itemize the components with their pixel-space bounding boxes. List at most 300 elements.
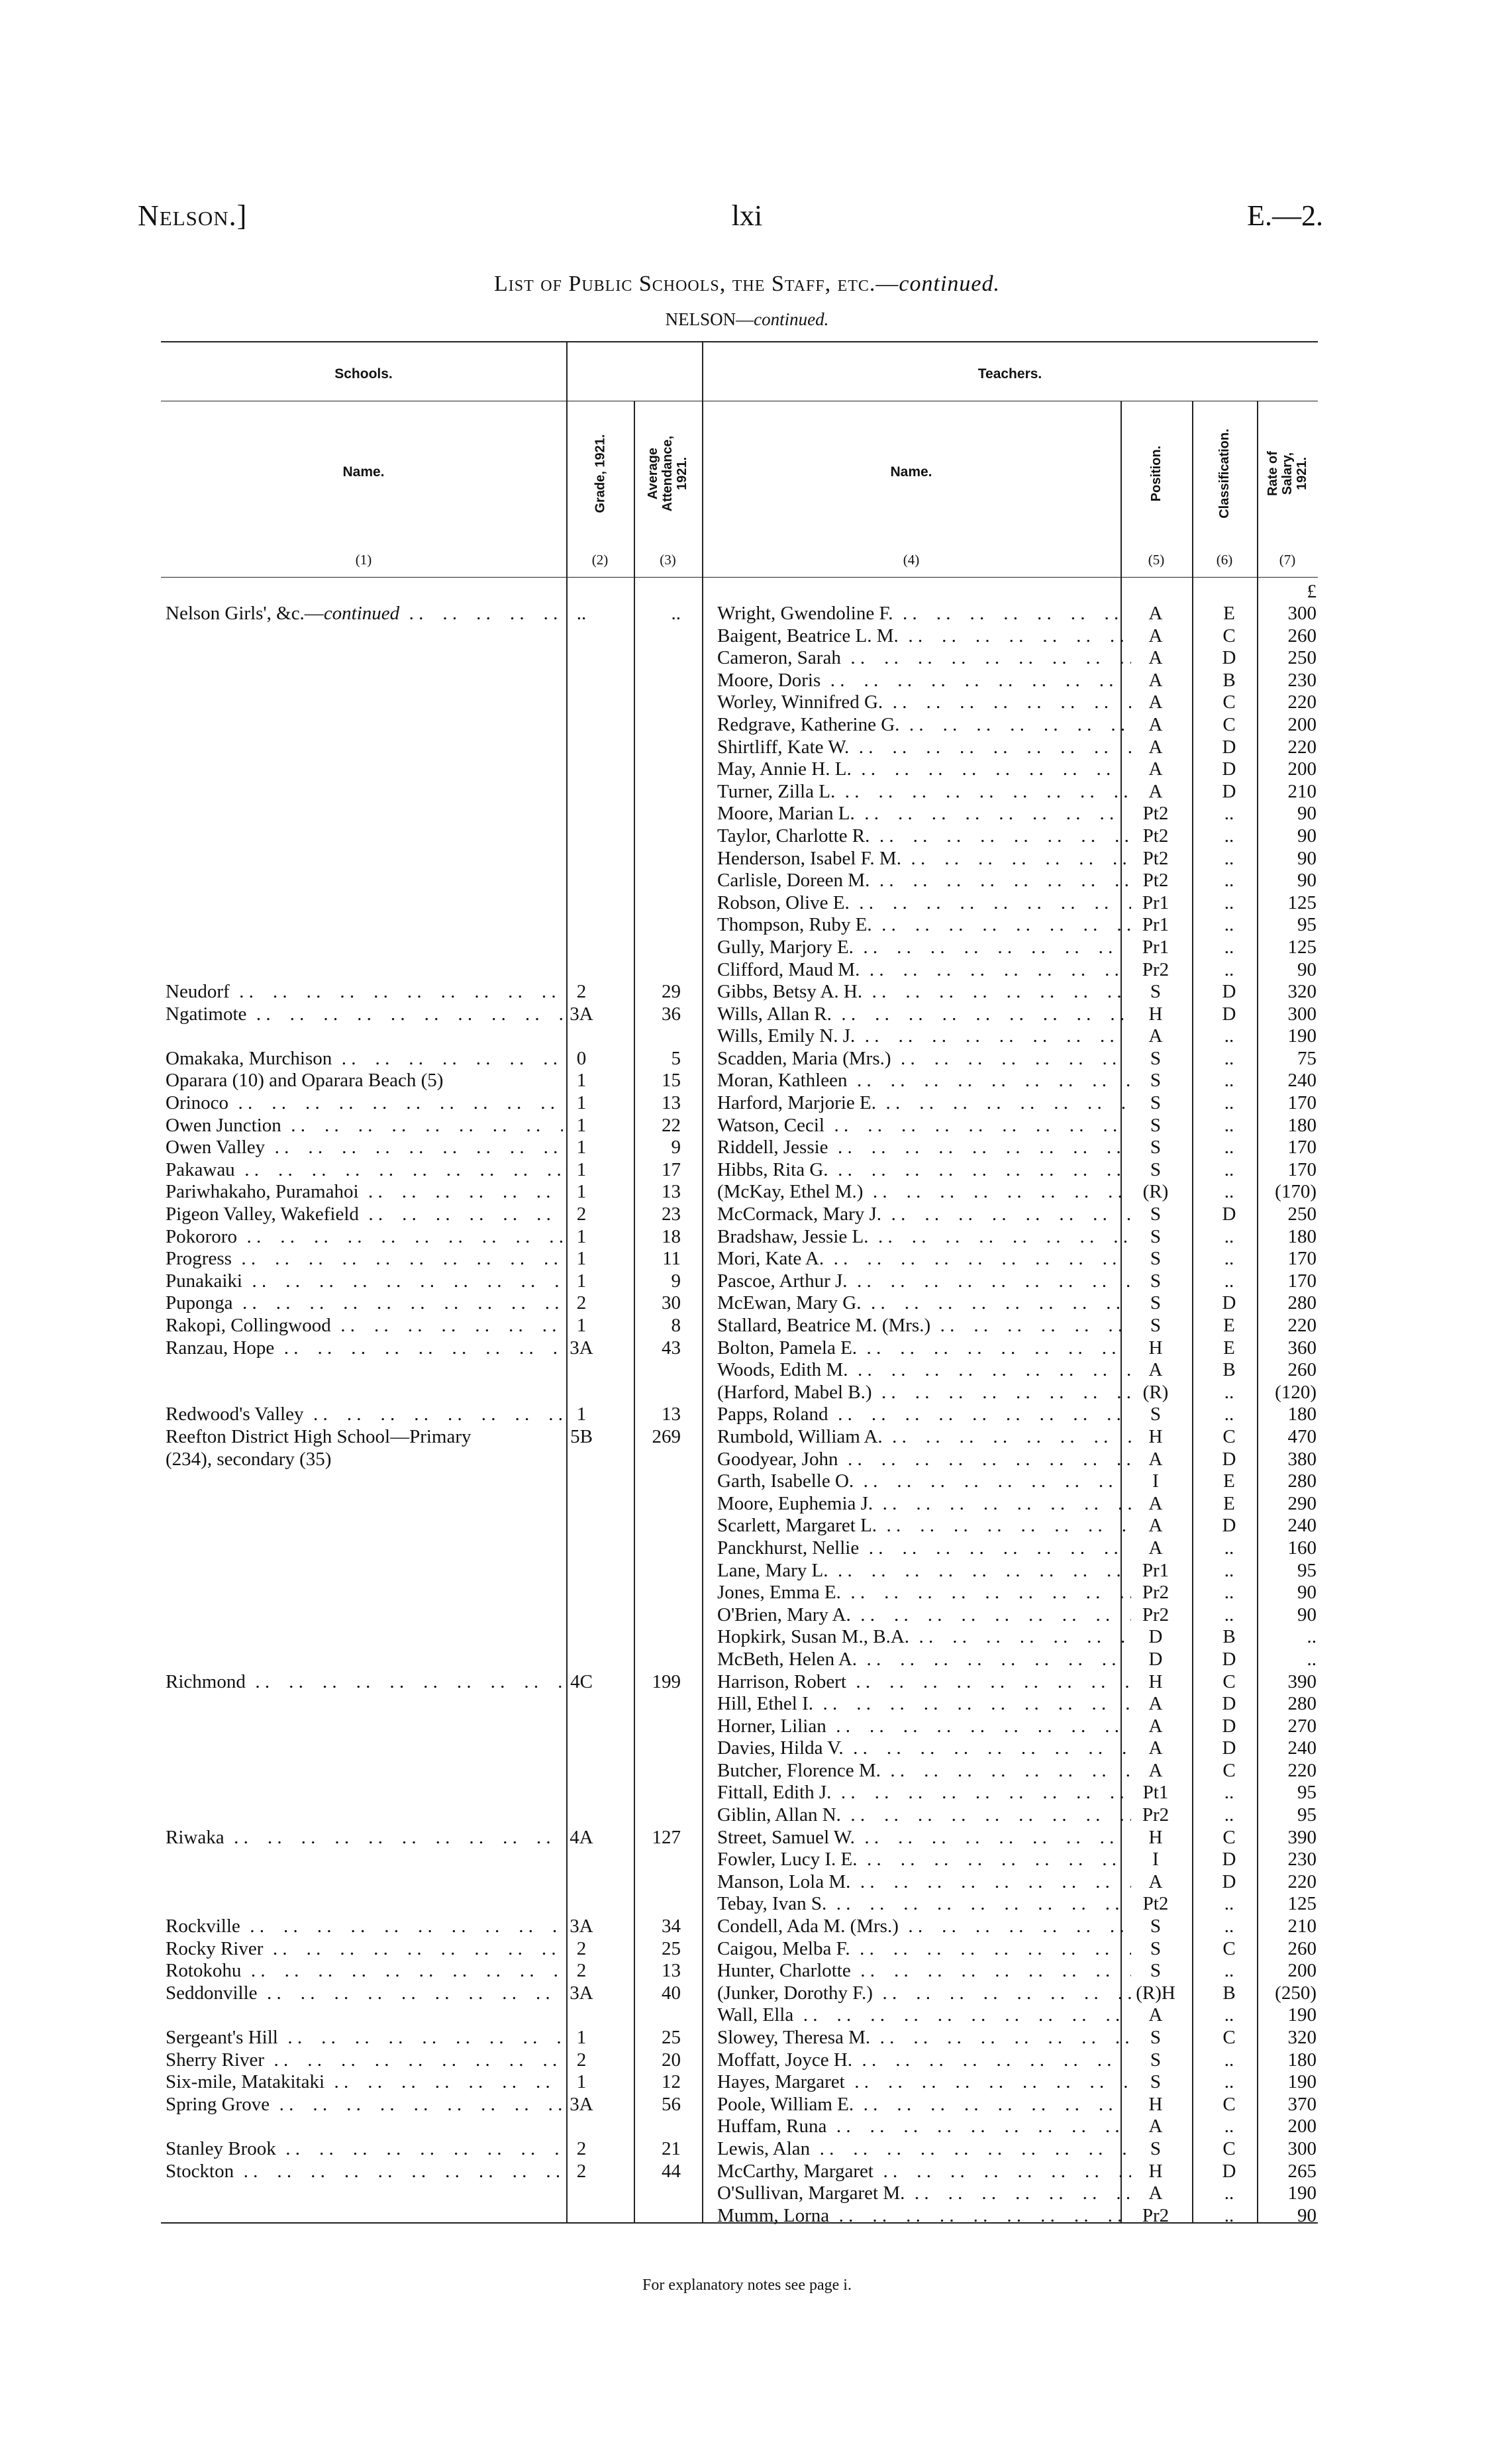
table-row [161, 1025, 1318, 1048]
grade-cell: 4A [570, 1826, 593, 1848]
salary-cell: (250) [1275, 1982, 1317, 2004]
attendance-cell: 30 [662, 1292, 681, 1314]
table-row [161, 2027, 1318, 2049]
classification-cell: D [1222, 1448, 1236, 1470]
table-row [161, 1626, 1318, 1649]
attendance-cell: 13 [662, 1960, 681, 1982]
table-row [161, 1404, 1318, 1426]
classification-cell: .. [1224, 1070, 1234, 1092]
school-name-cell: Omakaka, Murchison . . [166, 1048, 563, 1070]
col-header-classification [1192, 404, 1257, 543]
grade-cell: 1 [576, 1315, 587, 1336]
teacher-name-cell: Robson, Olive E. . . [717, 892, 1131, 915]
table-row [161, 737, 1318, 759]
classification-cell: .. [1224, 1181, 1234, 1203]
teacher-name-cell: Gully, Marjory E. . . [717, 937, 1131, 959]
teacher-name-cell: Mumm, Lorna . . [717, 2205, 1131, 2228]
teacher-name-cell: McCormack, Mary J. . . [717, 1204, 1131, 1226]
teacher-name-cell: Hopkirk, Susan M., B.A. . . [717, 1626, 1131, 1649]
position-cell: S [1150, 1092, 1162, 1114]
school-name-cell: Pakawau . . [166, 1159, 563, 1182]
position-cell: S [1150, 1292, 1162, 1314]
table-row [161, 1537, 1318, 1560]
classification-cell: .. [1224, 1381, 1234, 1403]
teacher-name-cell: Moore, Doris . . [717, 670, 1131, 692]
position-cell: Pr2 [1142, 958, 1170, 980]
position-cell: S [1150, 2049, 1162, 2071]
position-cell: A [1148, 669, 1163, 691]
title-main: List of Public Schools, the Staff, etc.— [493, 272, 899, 296]
attendance-cell: 9 [671, 1137, 681, 1158]
position-cell: A [1148, 1448, 1163, 1470]
table-row [161, 1115, 1318, 1137]
school-name-cell: Sherry River . . [166, 2049, 563, 2072]
classification-cell: .. [1224, 2049, 1234, 2071]
classification-cell: .. [1224, 2204, 1234, 2226]
attendance-cell: 34 [662, 1916, 681, 1937]
classification-cell: C [1222, 1670, 1236, 1692]
salary-cell: 380 [1287, 1448, 1317, 1470]
salary-cell: (170) [1275, 1181, 1317, 1203]
salary-cell: 220 [1287, 1759, 1317, 1781]
salary-cell: 220 [1287, 736, 1317, 758]
table-row [161, 1827, 1318, 1849]
table-row [161, 1204, 1318, 1226]
teacher-name-cell: Hibbs, Rita G. . . [717, 1159, 1131, 1182]
salary-cell: 90 [1297, 1604, 1317, 1625]
position-cell: S [1150, 1916, 1162, 1937]
table-row [161, 2161, 1318, 2183]
col-header-classification-text: Classification. [1217, 429, 1232, 519]
teacher-name-cell: Thompson, Ruby E. . . [717, 914, 1131, 937]
teacher-name-cell: Giblin, Allan N. . . [717, 1804, 1131, 1827]
col-number-4: (4) [903, 552, 920, 568]
salary-cell: 280 [1287, 1693, 1317, 1715]
table-row [161, 1292, 1318, 1315]
table-row [161, 1693, 1318, 1716]
table-row [161, 1070, 1318, 1092]
teacher-name-cell: Bolton, Pamela E. . . [717, 1337, 1131, 1360]
col-number-2: (2) [591, 552, 609, 568]
teacher-name-cell: Shirtliff, Kate W. . . [717, 737, 1131, 759]
table-row [161, 647, 1318, 670]
table-row [161, 870, 1318, 892]
teacher-name-cell: McCarthy, Margaret . . [717, 2161, 1131, 2183]
position-cell: S [1150, 1158, 1162, 1180]
classification-cell: B [1222, 1359, 1236, 1381]
teacher-name-cell: Butcher, Florence M. . . [717, 1760, 1131, 1782]
salary-cell: 90 [1297, 2204, 1317, 2226]
classification-cell: .. [1224, 1559, 1234, 1581]
teacher-name-cell: (Junker, Dorothy F.) . . [717, 1982, 1131, 2005]
table-row [161, 1359, 1318, 1382]
salary-cell: 220 [1287, 692, 1317, 713]
col-header-grade [566, 404, 634, 543]
school-name-cell: Owen Valley . . [166, 1137, 563, 1159]
col-header-school-name: Name. [342, 464, 385, 480]
salary-cell: 300 [1287, 2137, 1317, 2159]
salary-cell: 170 [1287, 1270, 1317, 1292]
teacher-name-cell: Moore, Marian L. . . [717, 803, 1131, 825]
teacher-name-cell: Hunter, Charlotte . . [717, 1960, 1131, 1982]
classification-cell: .. [1224, 1404, 1234, 1425]
attendance-cell: 13 [662, 1092, 681, 1114]
classification-cell: E [1223, 1315, 1235, 1336]
salary-cell: 200 [1287, 758, 1317, 780]
salary-cell: 75 [1297, 1047, 1317, 1069]
salary-cell: 280 [1287, 1292, 1317, 1314]
salary-cell: 270 [1287, 1715, 1317, 1737]
school-name-cell: Punakaiki . . [166, 1270, 563, 1293]
position-cell: A [1148, 758, 1163, 780]
salary-cell: 95 [1297, 1804, 1317, 1826]
classification-cell: D [1222, 1871, 1236, 1892]
position-cell: Pt1 [1142, 1782, 1169, 1804]
salary-cell: 280 [1287, 1470, 1317, 1492]
grade-cell: 1 [576, 1270, 587, 1292]
attendance-cell: .. [671, 603, 681, 624]
classification-cell: D [1222, 758, 1236, 780]
teacher-name-cell: McEwan, Mary G. . . [717, 1292, 1131, 1315]
col-header-salary-text: Rate of Salary, 1921. [1266, 451, 1309, 496]
classification-cell: .. [1224, 1537, 1234, 1559]
grade-cell: 2 [576, 2160, 587, 2182]
teacher-name-cell: McBeth, Helen A. . . [717, 1649, 1131, 1671]
school-name-cell: Orinoco . . [166, 1092, 563, 1115]
table-row [161, 1582, 1318, 1604]
classification-cell: .. [1224, 825, 1234, 847]
salary-cell: 170 [1287, 1137, 1317, 1158]
grade-cell: 2 [576, 1204, 587, 1225]
teacher-name-cell: Moffatt, Joyce H. . . [717, 2049, 1131, 2072]
classification-cell: .. [1224, 1114, 1234, 1136]
currency-symbol: £ [1307, 581, 1317, 602]
classification-cell: C [1222, 1425, 1236, 1447]
table-row [161, 1982, 1318, 2005]
position-cell: S [1150, 1937, 1162, 1959]
teacher-name-cell: Scarlett, Margaret L. . . [717, 1515, 1131, 1537]
classification-cell: C [1222, 1937, 1236, 1959]
table-row [161, 2071, 1318, 2094]
classification-cell: .. [1224, 2182, 1234, 2204]
table-row [161, 1804, 1318, 1827]
salary-cell: 370 [1287, 2093, 1317, 2115]
salary-cell: 240 [1287, 1515, 1317, 1537]
attendance-cell: 9 [671, 1270, 681, 1292]
position-cell: S [1150, 1047, 1162, 1069]
table-row [161, 2094, 1318, 2116]
position-cell: Pr1 [1142, 914, 1170, 936]
position-cell: H [1148, 2160, 1163, 2182]
table-row [161, 1248, 1318, 1270]
school-name-cell: Pigeon Valley, Wakefield . . [166, 1204, 563, 1226]
grade-cell: 2 [576, 1937, 587, 1959]
classification-cell: .. [1224, 1960, 1234, 1982]
position-cell: A [1148, 713, 1163, 735]
classification-cell: B [1222, 1982, 1236, 2004]
classification-cell: .. [1224, 1248, 1234, 1270]
salary-cell: 95 [1297, 1782, 1317, 1804]
running-head-left: Nelson.] [138, 199, 248, 232]
classification-cell: .. [1224, 1137, 1234, 1158]
position-cell: A [1148, 1759, 1163, 1781]
table-row [161, 1226, 1318, 1249]
school-name-cell: Rocky River . . [166, 1938, 563, 1961]
teacher-name-cell: Horner, Lilian . . [717, 1716, 1131, 1738]
salary-cell: 290 [1287, 1492, 1317, 1514]
col-header-teacher-name: Name. [890, 464, 932, 480]
running-head-right: E.—2. [1247, 199, 1323, 232]
teacher-name-cell: Bradshaw, Jessie L. . . [717, 1226, 1131, 1249]
teacher-name-cell: Watson, Cecil . . [717, 1115, 1131, 1137]
salary-cell: 190 [1287, 2071, 1317, 2093]
teacher-name-cell: Tebay, Ivan S. . . [717, 1893, 1131, 1916]
teacher-name-cell: May, Annie H. L. . . [717, 758, 1131, 781]
title-continued: continued. [899, 272, 1000, 296]
position-cell: A [1148, 647, 1163, 669]
attendance-cell: 29 [662, 981, 681, 1003]
teacher-name-cell: Carlisle, Doreen M. . . [717, 870, 1131, 892]
attendance-cell: 44 [662, 2160, 681, 2182]
school-name-cell: (234), secondary (35) [166, 1448, 332, 1470]
attendance-cell: 22 [662, 1114, 681, 1136]
teacher-name-cell: Mori, Kate A. . . [717, 1248, 1131, 1270]
salary-cell: 125 [1287, 892, 1317, 913]
teacher-name-cell: Wall, Ella . . [717, 2004, 1131, 2027]
classification-cell: .. [1224, 2071, 1234, 2093]
position-cell: S [1150, 1248, 1162, 1270]
teacher-name-cell: Wright, Gwendoline F. . . [717, 603, 1131, 625]
classification-cell: C [1222, 713, 1236, 735]
grade-cell: 2 [576, 2137, 587, 2159]
salary-cell: 190 [1287, 1025, 1317, 1047]
position-cell: A [1148, 1359, 1163, 1381]
table-body [161, 603, 1318, 2227]
grade-cell: 1 [576, 1114, 587, 1136]
salary-cell: 90 [1297, 1582, 1317, 1604]
grade-cell: 3A [570, 2093, 593, 2115]
position-cell: D [1148, 1626, 1163, 1648]
attendance-cell: 15 [662, 1070, 681, 1092]
salary-cell: 180 [1287, 2049, 1317, 2071]
table-row [161, 603, 1318, 625]
table-top-rule [161, 341, 1318, 342]
salary-cell: 210 [1287, 1916, 1317, 1937]
table-row [161, 625, 1318, 648]
teacher-name-cell: Stallard, Beatrice M. (Mrs.) . . [717, 1315, 1131, 1337]
grade-cell: 1 [576, 1181, 587, 1203]
grade-cell: 1 [576, 2071, 587, 2093]
position-cell: A [1148, 736, 1163, 758]
position-cell: A [1148, 625, 1163, 646]
table-row [161, 1337, 1318, 1360]
position-cell: S [1150, 1137, 1162, 1158]
teacher-name-cell: Worley, Winnifred G. . . [717, 692, 1131, 714]
school-name-cell: Oparara (10) and Oparara Beach (5) [166, 1070, 444, 1092]
grade-cell: 5B [570, 1425, 593, 1447]
teacher-name-cell: Poole, William E. . . [717, 2094, 1131, 2116]
table-row [161, 1270, 1318, 1293]
table-row [161, 670, 1318, 692]
attendance-cell: 18 [662, 1225, 681, 1247]
col-number-3: (3) [660, 552, 676, 568]
classification-cell: C [1222, 1826, 1236, 1848]
attendance-cell: 11 [662, 1248, 681, 1270]
classification-cell: D [1222, 1715, 1236, 1737]
table-row [161, 1916, 1318, 1938]
teacher-name-cell: Woods, Edith M. . . [717, 1359, 1131, 1382]
classification-cell: .. [1224, 1604, 1234, 1625]
table-row [161, 1760, 1318, 1782]
table-row [161, 1649, 1318, 1671]
table-row [161, 2004, 1318, 2027]
table-row [161, 937, 1318, 959]
school-name-cell: Ranzau, Hope . . [166, 1337, 563, 1360]
table-row [161, 2049, 1318, 2072]
position-cell: A [1148, 1515, 1163, 1537]
position-cell: A [1148, 1693, 1163, 1715]
classification-cell: C [1222, 2093, 1236, 2115]
position-cell: H [1148, 2093, 1163, 2115]
classification-cell: .. [1224, 1025, 1234, 1047]
salary-cell: 90 [1297, 803, 1317, 825]
table-row [161, 1604, 1318, 1627]
teacher-name-cell: Street, Samuel W. . . [717, 1827, 1131, 1849]
table-row [161, 2138, 1318, 2161]
classification-cell: .. [1224, 1158, 1234, 1180]
teacher-name-cell: Taylor, Charlotte R. . . [717, 825, 1131, 848]
table-row [161, 825, 1318, 848]
position-cell: H [1148, 1826, 1163, 1848]
position-cell: A [1148, 2182, 1163, 2204]
table-row [161, 1960, 1318, 1982]
position-cell: S [1150, 1225, 1162, 1247]
attendance-cell: 199 [652, 1670, 681, 1692]
teacher-name-cell: Wills, Emily N. J. . . [717, 1025, 1131, 1048]
position-cell: A [1148, 2116, 1163, 2137]
col-header-position-text: Position. [1148, 445, 1164, 502]
attendance-cell: 56 [662, 2093, 681, 2115]
salary-cell: 240 [1287, 1070, 1317, 1092]
position-cell: S [1150, 1204, 1162, 1225]
table-row [161, 1716, 1318, 1738]
group-header-teachers: Teachers. [977, 366, 1042, 382]
classification-cell: D [1222, 647, 1236, 669]
classification-cell: .. [1224, 2004, 1234, 2026]
position-cell: S [1150, 981, 1162, 1003]
classification-cell: .. [1224, 914, 1234, 936]
position-cell: Pt2 [1142, 870, 1169, 892]
attendance-cell: 23 [662, 1204, 681, 1225]
classification-cell: B [1222, 1626, 1236, 1648]
salary-cell: 190 [1287, 2182, 1317, 2204]
grade-cell: 3A [570, 1916, 593, 1937]
col-header-attendance-text: Average Attendance, 1921. [646, 435, 690, 512]
teacher-name-cell: Lane, Mary L. . . [717, 1560, 1131, 1582]
salary-cell: 265 [1287, 2160, 1317, 2182]
grade-cell: 1 [576, 1137, 587, 1158]
salary-cell: 300 [1287, 603, 1317, 624]
grade-cell: .. [576, 603, 587, 624]
table-row [161, 1893, 1318, 1916]
attendance-cell: 25 [662, 1937, 681, 1959]
salary-cell: 200 [1287, 2116, 1317, 2137]
attendance-cell: 36 [662, 1003, 681, 1025]
salary-cell: 170 [1287, 1158, 1317, 1180]
position-cell: H [1148, 1003, 1163, 1025]
classification-cell: .. [1224, 870, 1234, 892]
attendance-cell: 43 [662, 1337, 681, 1359]
teacher-name-cell: Papps, Roland . . [717, 1404, 1131, 1426]
salary-cell: 180 [1287, 1404, 1317, 1425]
table-row [161, 1938, 1318, 1961]
table-row [161, 1871, 1318, 1894]
col-header-attendance [634, 404, 702, 543]
salary-cell: 90 [1297, 870, 1317, 892]
salary-cell: 90 [1297, 958, 1317, 980]
position-cell: H [1148, 1425, 1163, 1447]
classification-cell: D [1222, 1849, 1236, 1871]
classification-cell: .. [1224, 892, 1234, 913]
attendance-cell: 20 [662, 2049, 681, 2071]
teacher-name-cell: Scadden, Maria (Mrs.) . . [717, 1048, 1131, 1070]
table-row [161, 1137, 1318, 1159]
classification-cell: .. [1224, 936, 1234, 958]
teacher-name-cell: Moore, Euphemia J. . . [717, 1493, 1131, 1515]
classification-cell: .. [1224, 1047, 1234, 1069]
table-row [161, 714, 1318, 737]
grade-cell: 1 [576, 1092, 587, 1114]
classification-cell: C [1222, 625, 1236, 646]
salary-cell: 95 [1297, 914, 1317, 936]
teacher-name-cell: Turner, Zilla L. . . [717, 781, 1131, 803]
grade-cell: 2 [576, 1960, 587, 1982]
classification-cell: .. [1224, 1092, 1234, 1114]
teacher-name-cell: Fowler, Lucy I. E. . . [717, 1849, 1131, 1871]
position-cell: Pr1 [1142, 1559, 1170, 1581]
col-number-6: (6) [1216, 552, 1233, 568]
classification-cell: B [1222, 669, 1236, 691]
table-row [161, 692, 1318, 714]
grade-cell: 3A [570, 1982, 593, 2004]
teacher-name-cell: O'Sullivan, Margaret M. . . [717, 2182, 1131, 2205]
table-row [161, 1671, 1318, 1694]
school-name-cell: Seddonville . . [166, 1982, 563, 2005]
school-name-cell: Neudorf . . [166, 981, 563, 1003]
page-number: lxi [731, 199, 763, 232]
salary-cell: 220 [1287, 1871, 1317, 1892]
classification-cell: .. [1224, 958, 1234, 980]
attendance-cell: 40 [662, 1982, 681, 2004]
classification-cell: E [1223, 1470, 1235, 1492]
school-name-cell: Richmond . . [166, 1671, 563, 1694]
classification-cell: E [1223, 1492, 1235, 1514]
salary-cell: 320 [1287, 981, 1317, 1003]
teacher-name-cell: Baigent, Beatrice L. M. . . [717, 625, 1131, 648]
position-cell: S [1150, 1070, 1162, 1092]
teacher-name-cell: Jones, Emma E. . . [717, 1582, 1131, 1604]
teacher-name-cell: Goodyear, John . . [717, 1449, 1131, 1471]
teacher-name-cell: O'Brien, Mary A. . . [717, 1604, 1131, 1627]
classification-cell: C [1222, 1759, 1236, 1781]
teacher-name-cell: Harrison, Robert . . [717, 1671, 1131, 1694]
school-name-cell: Nelson Girls', &c.—continued . . [166, 603, 563, 625]
classification-cell: D [1222, 1693, 1236, 1715]
page-title [0, 272, 1494, 297]
teacher-name-cell: Fittall, Edith J. . . [717, 1782, 1131, 1804]
table-row [161, 1470, 1318, 1493]
salary-cell: 320 [1287, 2027, 1317, 2048]
